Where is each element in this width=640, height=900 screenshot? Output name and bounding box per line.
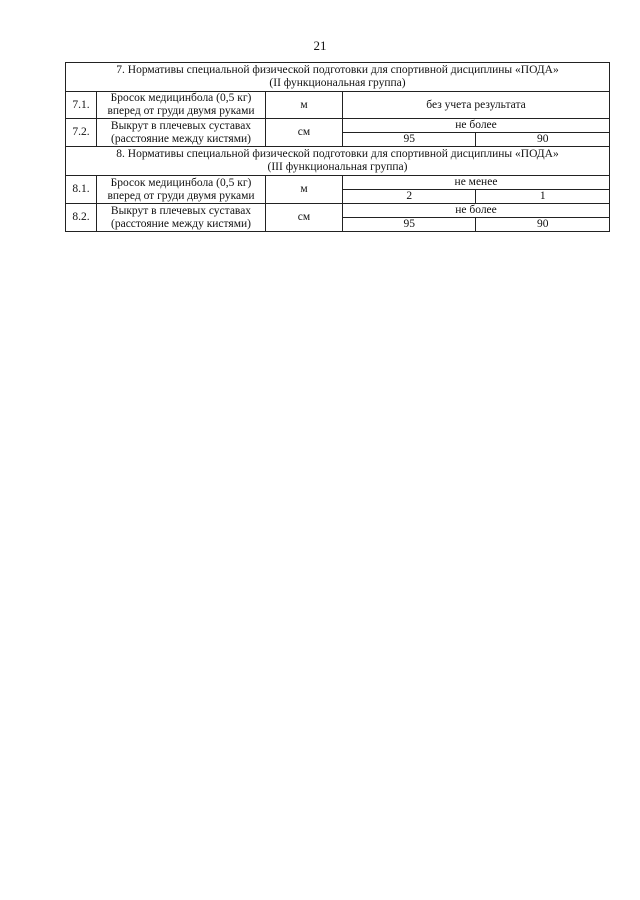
section-header xyxy=(66,147,610,176)
unit: м xyxy=(266,92,343,119)
exercise-line: Бросок медицинбола (0,5 кг) xyxy=(110,176,252,189)
section-header-row xyxy=(66,147,610,176)
table-row xyxy=(66,204,610,218)
section-title: 8. Нормативы специальной физической подготовки для спортивной дисциплины «ПОДА» xyxy=(116,148,559,160)
unit: см xyxy=(266,119,343,147)
value-cell: 95 xyxy=(343,218,476,232)
exercise-name xyxy=(97,204,266,232)
exercise-line: (расстояние между кистями) xyxy=(111,217,251,230)
exercise-line: (расстояние между кистями) xyxy=(111,132,251,145)
exercise-line: вперед от груди двумя руками xyxy=(107,189,255,202)
table-row xyxy=(66,176,610,190)
condition: не более xyxy=(343,204,610,218)
value-cell: 2 xyxy=(343,190,476,204)
section-subtitle: (III функциональная группа) xyxy=(267,161,408,173)
condition: без учета результата xyxy=(343,92,610,119)
exercise-line: Выкрут в плечевых суставах xyxy=(110,119,252,132)
table-row xyxy=(66,92,610,119)
section-subtitle: (II функциональная группа) xyxy=(269,77,406,89)
section-title: 7. Нормативы специальной физической подготовки для спортивной дисциплины «ПОДА» xyxy=(116,64,559,76)
unit: см xyxy=(266,204,343,232)
value-cell: 95 xyxy=(343,133,476,147)
table-row xyxy=(66,119,610,133)
value-cell: 90 xyxy=(476,218,610,232)
page-number: 21 xyxy=(313,38,327,53)
value-cell: 90 xyxy=(476,133,610,147)
condition: не менее xyxy=(343,176,610,190)
section-header-row xyxy=(66,63,610,92)
exercise-line: Бросок медицинбола (0,5 кг) xyxy=(110,92,252,104)
exercise-name xyxy=(97,119,266,147)
section-header xyxy=(66,63,610,92)
exercise-name xyxy=(97,92,266,119)
row-number: 8.2. xyxy=(66,204,97,232)
exercise-line: Выкрут в плечевых суставах xyxy=(110,204,252,217)
value-cell: 1 xyxy=(476,190,610,204)
norms-table xyxy=(65,62,610,232)
exercise-line: вперед от груди двумя руками xyxy=(107,105,255,117)
row-number: 7.1. xyxy=(66,92,97,119)
row-number: 7.2. xyxy=(66,119,97,147)
row-number: 8.1. xyxy=(66,176,97,204)
unit: м xyxy=(266,176,343,204)
condition: не более xyxy=(343,119,610,133)
exercise-name xyxy=(97,176,266,204)
